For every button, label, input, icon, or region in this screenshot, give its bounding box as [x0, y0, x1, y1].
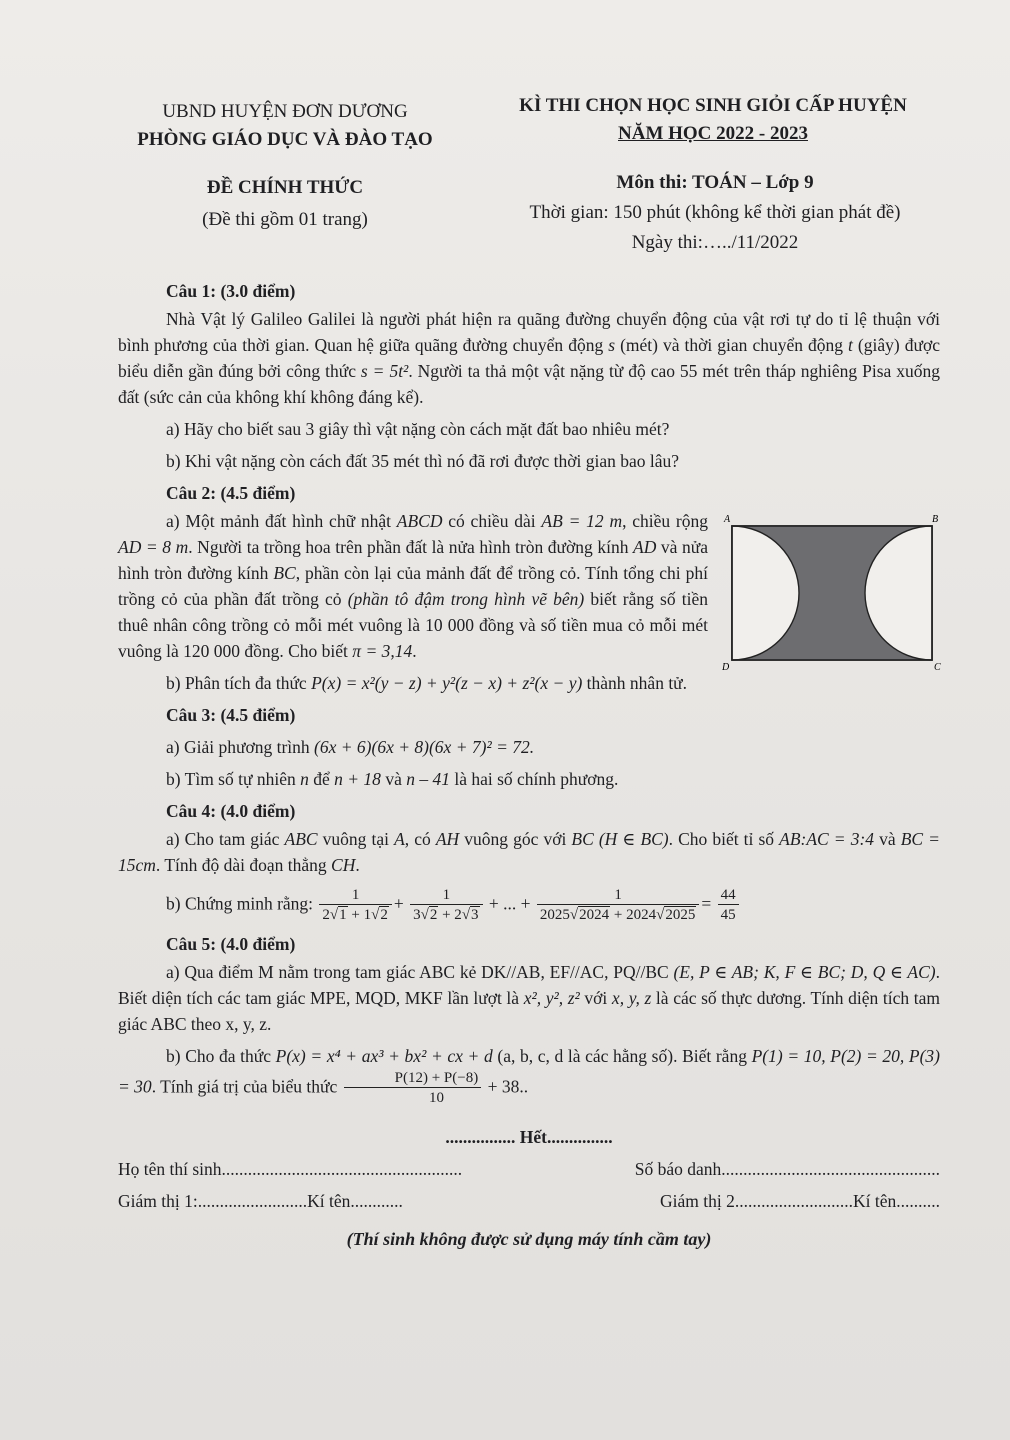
subject-label: Môn thi: TOÁN – Lớp 9 [616, 172, 814, 193]
q3-part-b [166, 766, 940, 792]
q2-math: π = 3,14 [352, 641, 413, 661]
fraction-numerator: 1 [319, 886, 391, 905]
label-d: D [722, 662, 730, 672]
q5-part-a [118, 959, 940, 1037]
q2b-text: b) Phân tích đa thức [166, 673, 312, 693]
q3b-math: n + 18 [334, 769, 381, 789]
label-a: A [724, 514, 731, 525]
q1-text: (giây) được biểu diễn gần đúng bởi công thức [118, 335, 940, 381]
q4a-text: và [874, 829, 901, 849]
q5-part-b [118, 1043, 940, 1108]
q5b-fraction [344, 1069, 482, 1108]
proctor-2-field: Giám thị 2...........................Kí tên.......... [660, 1191, 940, 1211]
exam-header [478, 92, 948, 148]
fraction-numerator: P(12) + P(−8) [344, 1069, 482, 1088]
q3b-text: để [308, 769, 335, 789]
q2-text: và nửa hình tròn đường kính [118, 537, 708, 583]
q4a-text: . Cho biết tỉ số [668, 829, 780, 849]
q2-title: Câu 2: (4.5 điểm) [166, 483, 296, 503]
q5a-text: . Biết diện tích các tam giác MPE, MQD, MKF lần lượt là [118, 962, 940, 1008]
q2-math: AD [633, 537, 657, 557]
q3b-text: và [380, 769, 407, 789]
q1-var-s: s [608, 335, 616, 355]
fraction-rhs [718, 886, 739, 925]
q4-title: Câu 4: (4.0 điểm) [166, 801, 296, 821]
candidate-number-field: Số báo danh.................................................. [634, 1159, 940, 1179]
official-label: ĐỀ CHÍNH THỨC [206, 177, 364, 198]
q2-text: , chiều rộng [622, 511, 709, 531]
q5b-text: . Tính giá trị của biểu thức [151, 1076, 342, 1097]
proctor-1-field: Giám thị 1:.........................Kí tên............ [118, 1191, 403, 1211]
ellipsis: + ... + [484, 893, 535, 914]
end-marker: ................ Hết............... [445, 1127, 613, 1147]
q2-block [118, 508, 941, 672]
q2-text: a) Một mảnh đất hình chữ nhật [166, 511, 397, 531]
q2-text: , phần còn lại của mảnh đất để trồng cỏ. Tính tổng chi phí trồng cỏ của phần đất trồng cỏ [118, 563, 708, 609]
proctor-line [118, 1188, 940, 1214]
rectangle-figure [722, 512, 942, 672]
q1-text: Nhà Vật lý Galileo Galilei là người phát hiện ra quãng đường chuyển động của vật rơi tự do tỉ lệ thuận với bình phương của thời gian. Quan hệ giữa quãng đường chuyển động [118, 309, 940, 355]
q1-part-b: b) Khi vật nặng còn cách đất 35 mét thì nó đã rơi được thời gian bao lâu? [166, 451, 680, 471]
calculator-note: (Thí sinh không được sử dụng máy tính cầm tay) [346, 1229, 712, 1249]
radicand: 2 [380, 907, 388, 923]
q1-title: Câu 1: (3.0 điểm) [166, 281, 296, 301]
q3b-text: là hai số chính phương. [449, 769, 619, 789]
q5b-math: P(x) = x⁴ + ax³ + bx² + cx + d [275, 1046, 493, 1066]
q3b-math: n – 41 [406, 769, 450, 789]
q1-part-a: a) Hãy cho biết sau 3 giây thì vật nặng còn cách mặt đất bao nhiêu mét? [166, 419, 670, 439]
q5a-text: là các số thực dương. Tính diện tích tam giác ABC theo x, y, z. [118, 988, 941, 1034]
q4a-math: ABC [284, 829, 318, 849]
q2-math: BC [273, 563, 296, 583]
fraction-1 [319, 886, 391, 925]
fraction-denominator: 2025√2024 + 2024√2025 [539, 907, 696, 923]
candidate-name-field: Họ tên thí sinh....................................................... [118, 1159, 463, 1179]
q4a-math: CH [331, 855, 356, 875]
q3-title: Câu 3: (4.5 điểm) [166, 705, 296, 725]
page-count: (Đề thi gồm 01 trang) [202, 209, 368, 230]
q2-math: AB = 12 m [541, 511, 623, 531]
q1-formula: s = 5t² [360, 361, 409, 381]
q2b-poly: P(x) = x²(y − z) + y²(z − x) + z²(x − y) [311, 673, 583, 693]
date-label: Ngày thi:…../11/2022 [631, 232, 799, 253]
coef: 3 [413, 907, 421, 923]
exam-meta [500, 168, 930, 258]
q5a-math: x, y, z [611, 988, 652, 1008]
q4-part-a [118, 826, 940, 878]
org-line-1: UBND HUYỆN ĐƠN DƯƠNG [162, 101, 408, 122]
q5b-text: + 38.. [483, 1076, 529, 1097]
exam-title: KÌ THI CHỌN HỌC SINH GIỎI CẤP HUYỆN [519, 95, 907, 116]
q4a-text: . [355, 855, 360, 875]
q4a-text: vuông tại [317, 829, 395, 849]
organization-header [110, 98, 460, 154]
fraction-denominator: 45 [720, 907, 736, 923]
radicand: 2 [429, 907, 438, 923]
radicand: 2025 [665, 907, 696, 923]
q2-part-a [118, 508, 708, 664]
coef: 2 [322, 907, 330, 923]
q4a-math: BC (H ∈ BC) [571, 829, 669, 849]
fraction-3 [537, 886, 699, 925]
q2-italic-note: (phần tô đậm trong hình vẽ bên) [347, 589, 585, 609]
q2-math: ABCD [396, 511, 443, 531]
fraction-denominator: 2√1 + 1√2 [322, 907, 388, 923]
q4-part-b: b) Chứng minh rằng: $\frac{1}{2√1 + 1√2}$ + $\frac{1}{3√2 + 2√3}$ + ... + $\frac{1}{2025√2024 + 2024√2025}$ = $\frac{44}{45}$ [166, 886, 940, 925]
label-b: B [932, 514, 939, 525]
school-year: NĂM HỌC 2022 - 2023 [618, 123, 808, 144]
q5a-math: x², y², z² [523, 988, 580, 1008]
q2-text: biết rằng số tiền thuê nhân công trồng cỏ mỗi mét vuông là 10 000 đồng và số tiền mua cỏ mỗi mét vuông là 120 000 đồng. Cho biết [118, 589, 708, 661]
q3b-math: n [300, 769, 309, 789]
q3b-text: b) Tìm số tự nhiên [166, 769, 301, 789]
q4a-text: . Tính độ dài đoạn thẳng [155, 855, 332, 875]
q2b-text: thành nhân tử. [582, 673, 688, 693]
coef: + 2024 [610, 907, 657, 923]
radicand: 1 [339, 907, 347, 923]
q1-body [118, 306, 940, 410]
q4a-text: , có [404, 829, 436, 849]
fraction-denominator: 10 [428, 1090, 444, 1106]
coef: + 1 [347, 907, 372, 923]
fraction-numerator: 44 [718, 886, 739, 905]
org-line-2 [110, 126, 460, 154]
fraction-2 [410, 886, 482, 925]
radicand: 2024 [579, 907, 610, 923]
q3-part-a [166, 734, 940, 760]
candidate-line [118, 1156, 940, 1182]
coef: 2025 [539, 907, 570, 923]
q4a-math: A [394, 829, 405, 849]
q3a-equation: (6x + 6)(6x + 8)(6x + 7)² = 72. [314, 737, 535, 757]
q1-var-t: t [848, 335, 853, 355]
q2-math: AD = 8 m [118, 537, 189, 557]
coef: + 2 [438, 907, 462, 923]
exam-content [118, 278, 940, 1252]
q5a-text: với [579, 988, 612, 1008]
q4a-text: vuông góc với [459, 829, 572, 849]
q4a-math: BC = 15cm [118, 829, 940, 875]
q2-text: . [412, 641, 417, 661]
q1-text: (mét) và thời gian chuyển động [615, 335, 849, 355]
q2-part-b [166, 670, 940, 696]
q2-text: có chiều dài [442, 511, 542, 531]
q4a-math: AH [435, 829, 460, 849]
fraction-numerator: 1 [410, 886, 482, 905]
q3a-text: a) Giải phương trình [166, 737, 315, 757]
org-department: PHÒNG GIÁO DỤC VÀ ĐÀO TẠO [137, 129, 433, 150]
q4a-math: AB:AC = 3:4 [779, 829, 875, 849]
q5a-math: (E, P ∈ AB; K, F ∈ BC; D, Q ∈ AC) [673, 962, 936, 982]
q1-text: . Người ta thả một vật nặng từ độ cao 55 mét trên tháp nghiêng Pisa xuống đất (sức cản của không khí không đáng kể). [118, 361, 940, 407]
q5b-text: (a, b, c, d là các hằng số). Biết rằng [492, 1046, 752, 1066]
q4b-text: b) Chứng minh rằng: [166, 893, 318, 914]
q4a-text: a) Cho tam giác [166, 829, 285, 849]
fraction-numerator: 1 [537, 886, 699, 905]
radicand: 3 [471, 907, 479, 923]
fraction-denominator: 3√2 + 2√3 [413, 907, 479, 923]
q5b-math: P(1) = 10, P(2) = 20, P(3) = 30 [118, 1046, 941, 1097]
time-label: Thời gian: 150 phút (không kể thời gian phát đề) [529, 202, 901, 223]
label-c: C [934, 662, 941, 672]
q2-text: . Người ta trồng hoa trên phần đất là nửa hình tròn đường kính [188, 537, 634, 557]
official-block [150, 172, 420, 236]
q5-title: Câu 5: (4.0 điểm) [166, 934, 296, 954]
q5a-text: a) Qua điểm M nằm trong tam giác ABC kẻ DK//AB, EF//AC, PQ//BC [166, 962, 674, 982]
q5b-text: b) Cho đa thức [166, 1046, 276, 1066]
